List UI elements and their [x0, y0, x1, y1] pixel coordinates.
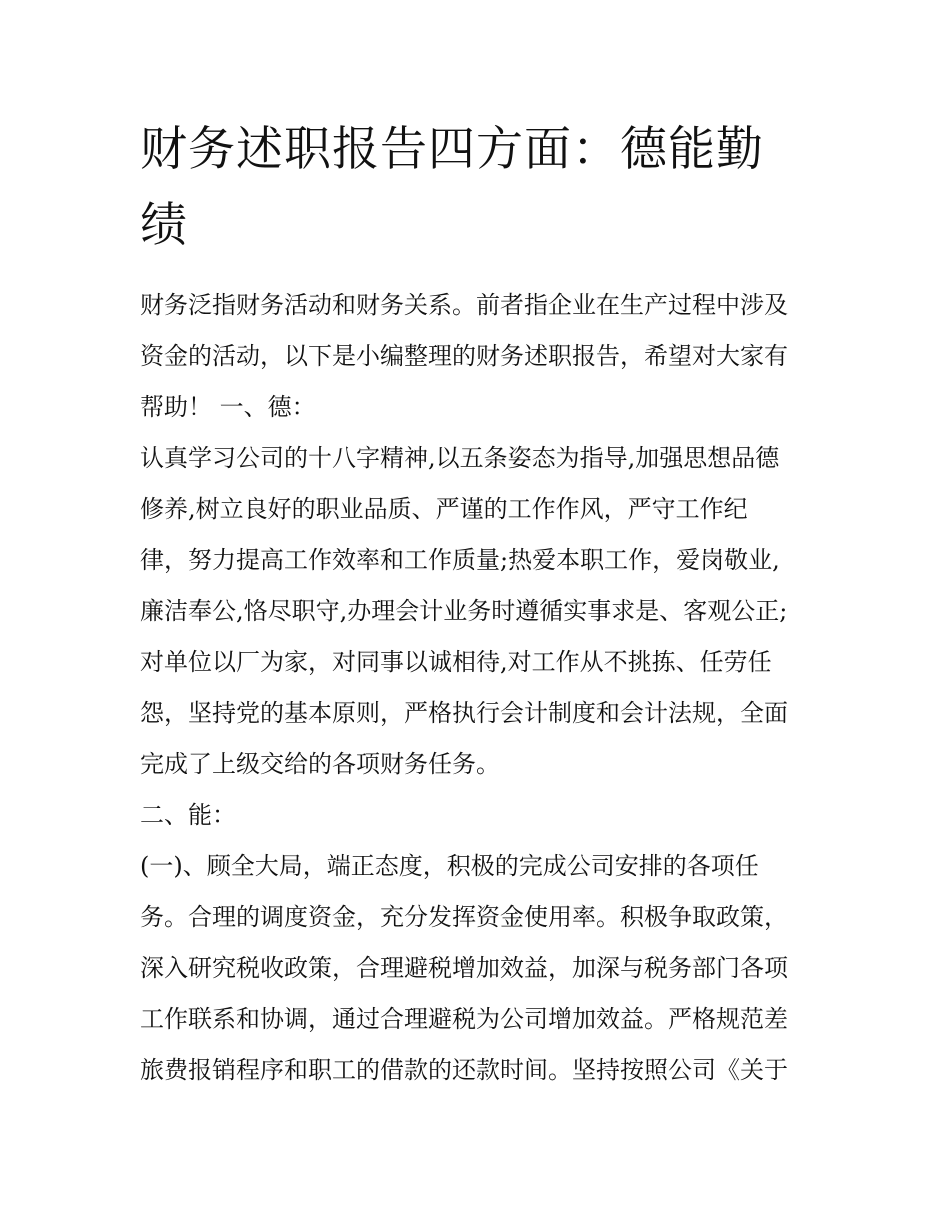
document-title — [140, 112, 815, 264]
title-line: 财务述职报告四方面：德能勤 — [140, 122, 764, 177]
title-line: 绩 — [140, 198, 188, 253]
body-line: 廉洁奉公,恪尽职守,办理会计业务时遵循实事求是、客观公正; — [140, 597, 788, 625]
body-line: 律，努力提高工作效率和工作质量;热爱本职工作，爱岗敬业, — [140, 546, 780, 574]
body-line: (一)、顾全大局，端正态度，积极的完成公司安排的各项任 — [140, 852, 759, 880]
body-line: 工作联系和协调，通过合理避税为公司增加效益。严格规范差 — [140, 1005, 788, 1033]
document-body — [140, 280, 815, 1096]
body-line: 修养,树立良好的职业品质、严谨的工作作风，严守工作纪 — [140, 495, 748, 523]
body-line: 认真学习公司的十八字精神,以五条姿态为指导,加强思想品德 — [140, 444, 780, 472]
body-line: 旅费报销程序和职工的借款的还款时间。坚持按照公司《关于 — [140, 1056, 788, 1084]
section-heading-neng: 二、能： — [140, 801, 236, 829]
body-line: 深入研究税收政策，合理避税增加效益，加深与税务部门各项 — [140, 954, 788, 982]
body-line: 务。合理的调度资金，充分发挥资金使用率。积极争取政策， — [140, 903, 788, 931]
document-page — [140, 112, 815, 1096]
body-line: 帮助！ 一、德： — [140, 393, 316, 421]
body-line: 完成了上级交给的各项财务任务。 — [140, 750, 500, 778]
body-line: 资金的活动，以下是小编整理的财务述职报告，希望对大家有 — [140, 342, 788, 370]
body-line: 财务泛指财务活动和财务关系。前者指企业在生产过程中涉及 — [140, 291, 788, 319]
body-line: 怨，坚持党的基本原则，严格执行会计制度和会计法规，全面 — [140, 699, 788, 727]
body-line: 对单位以厂为家，对同事以诚相待,对工作从不挑拣、任劳任 — [140, 648, 772, 676]
